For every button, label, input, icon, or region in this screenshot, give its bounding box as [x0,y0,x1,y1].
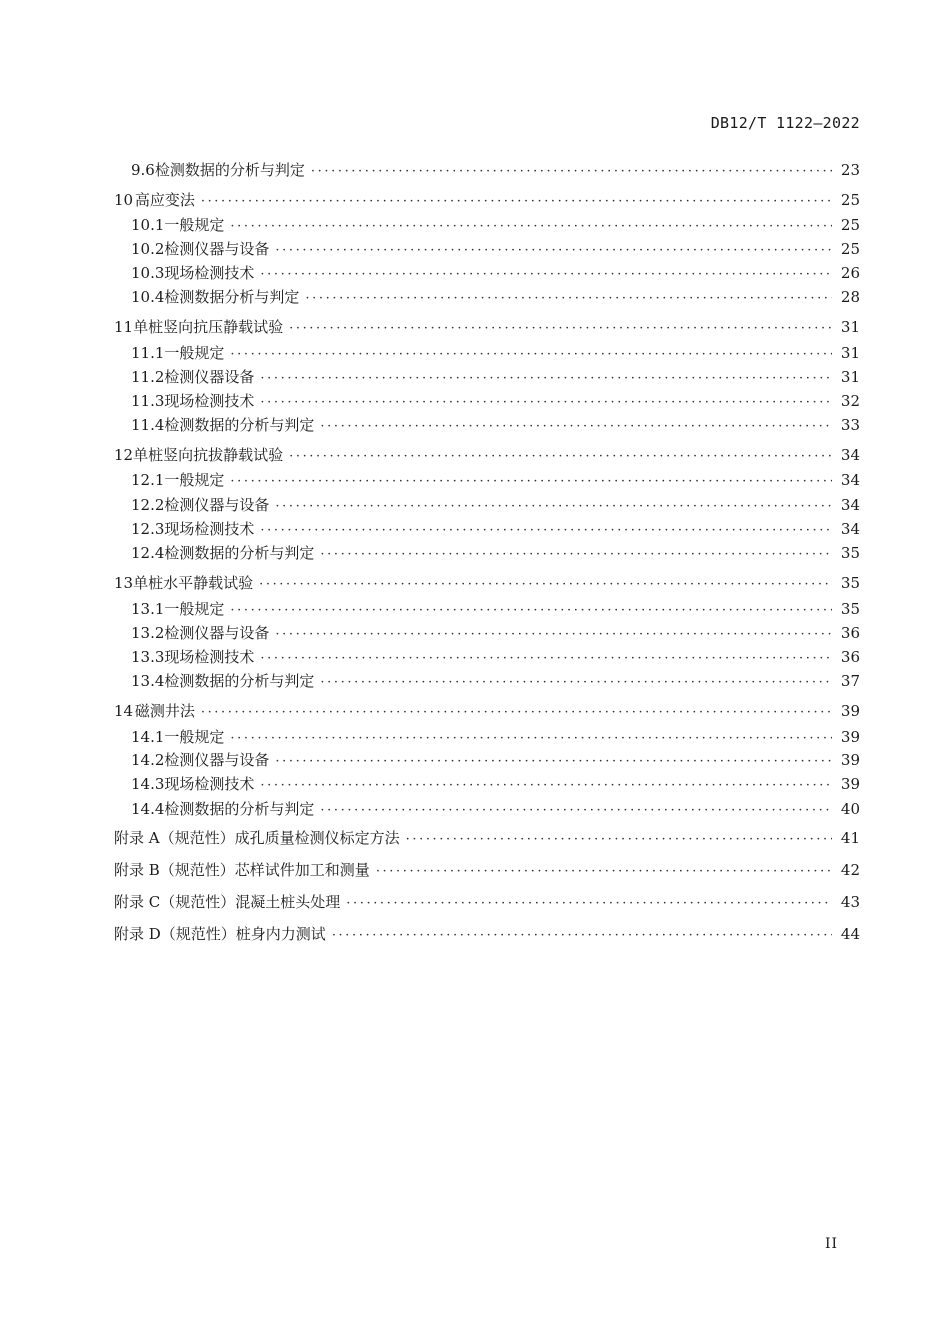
toc-dot-leader [346,892,832,916]
toc-chapter-entry[interactable] [114,315,860,339]
toc-entry-number: 10.2 [131,240,165,258]
toc-dot-leader [376,860,832,884]
toc-entry-number: 附录 A（规范性） [114,829,235,847]
toc-dot-leader [275,623,832,647]
toc-entry-title: 桩身内力测试 [235,925,326,943]
toc-entry-number: 11.1 [131,344,165,362]
toc-dot-leader [230,343,832,367]
toc-entry-title: 单桩水平静载试验 [133,574,254,592]
toc-entry-page: 33 [840,416,860,434]
toc-entry-number: 14.4 [131,800,165,818]
toc-dot-leader [320,671,832,695]
toc-dot-leader [230,470,832,494]
toc-entry-page: 34 [840,471,860,489]
toc-entry-page: 43 [840,893,860,911]
toc-section-entry[interactable] [131,725,860,749]
toc-chapter-entry[interactable] [114,188,860,212]
toc-section-entry[interactable] [131,797,860,821]
toc-entry-title: 检测数据的分析与判定 [154,161,305,179]
toc-entry-title: 检测仪器与设备 [164,751,270,769]
toc-entry-page: 31 [840,344,860,362]
toc-entry-title: 成孔质量检测仪标定方法 [234,829,400,847]
toc-section-entry[interactable] [131,621,860,645]
toc-entry-title: 检测数据的分析与判定 [164,544,315,562]
document-code: DB12/T 1122—2022 [710,114,860,132]
toc-dot-leader [275,495,832,519]
toc-entry-number: 10.4 [131,288,165,306]
toc-entry-title: 检测仪器与设备 [164,496,270,514]
toc-entry-number: 12.3 [131,520,165,538]
toc-entry-title: 单桩竖向抗压静载试验 [133,318,284,336]
toc-dot-leader [305,287,832,311]
toc-appendix-entry[interactable] [114,858,860,882]
toc-entry-page: 36 [840,648,860,666]
toc-entry-title: 检测仪器设备 [164,368,255,386]
toc-entry-page: 41 [840,829,860,847]
toc-entry-number: 13 [114,574,134,592]
toc-entry-page: 39 [840,775,860,793]
toc-entry-title: 检测数据的分析与判定 [164,800,315,818]
toc-entry-page: 39 [840,751,860,769]
toc-dot-leader [260,519,832,543]
toc-entry-title: 一般规定 [164,728,225,746]
toc-entry-page: 36 [840,624,860,642]
toc-section-entry[interactable] [131,541,860,565]
toc-entry-page: 40 [840,800,860,818]
toc-entry-page: 31 [840,318,860,336]
toc-entry-page: 32 [840,392,860,410]
toc-entry-title: 一般规定 [164,216,225,234]
toc-entry-number: 10.3 [131,264,165,282]
toc-section-entry[interactable] [131,772,860,796]
page-number: II [824,1236,838,1252]
toc-entry-number: 10.1 [131,216,165,234]
toc-entry-page: 39 [840,702,860,720]
toc-entry-title: 检测仪器与设备 [164,624,270,642]
toc-dot-leader [260,774,832,798]
toc-entry-title: 一般规定 [164,600,225,618]
toc-dot-leader [260,647,832,671]
toc-entry-number: 13.4 [131,672,165,690]
toc-entry-title: 检测仪器与设备 [164,240,270,258]
toc-entry-title: 芯样试件加工和测量 [234,861,370,879]
toc-entry-title: 现场检测技术 [164,264,255,282]
toc-entry-page: 25 [840,240,860,258]
toc-dot-leader [320,415,832,439]
toc-section-entry[interactable] [131,158,860,182]
toc-dot-leader [230,215,832,239]
toc-entry-number: 14 [114,702,134,720]
toc-entry-title: 高应变法 [134,191,195,209]
toc-entry-number: 13.2 [131,624,165,642]
toc-section-entry[interactable] [131,517,860,541]
toc-dot-leader [260,391,832,415]
toc-entry-page: 25 [840,191,860,209]
toc-entry-page: 37 [840,672,860,690]
toc-dot-leader [275,239,832,263]
toc-entry-number: 12 [114,446,134,464]
toc-entry-page: 35 [840,544,860,562]
toc-section-entry[interactable] [131,365,860,389]
toc-entry-page: 34 [840,446,860,464]
toc-appendix-entry[interactable] [114,826,860,850]
toc-entry-title: 现场检测技术 [164,392,255,410]
toc-entry-page: 34 [840,520,860,538]
toc-entry-page: 28 [840,288,860,306]
toc-entry-title: 现场检测技术 [164,775,255,793]
toc-dot-leader [406,828,832,852]
toc-entry-page: 44 [840,925,860,943]
toc-entry-title: 一般规定 [164,344,225,362]
toc-dot-leader [230,599,832,623]
toc-section-entry[interactable] [131,413,860,437]
toc-entry-number: 14.2 [131,751,165,769]
toc-dot-leader [311,160,832,184]
toc-dot-leader [201,190,832,214]
toc-entry-number: 10 [114,191,134,209]
toc-entry-title: 检测数据分析与判定 [164,288,300,306]
toc-dot-leader [259,573,832,597]
toc-dot-leader [320,543,832,567]
toc-section-entry[interactable] [131,285,860,309]
toc-dot-leader [260,367,832,391]
toc-entry-title: 磁测井法 [134,702,195,720]
toc-chapter-entry[interactable] [114,443,860,467]
toc-section-entry[interactable] [131,237,860,261]
toc-dot-leader [289,445,832,469]
toc-dot-leader [332,924,832,948]
toc-entry-page: 35 [840,574,860,592]
toc-entry-number: 14.3 [131,775,165,793]
toc-section-entry[interactable] [131,468,860,492]
toc-entry-number: 13.3 [131,648,165,666]
toc-chapter-entry[interactable] [114,571,860,595]
toc-entry-number: 附录 D（规范性） [114,925,236,943]
toc-entry-number: 11 [114,318,134,336]
toc-entry-title: 一般规定 [164,471,225,489]
toc-entry-page: 39 [840,728,860,746]
toc-section-entry[interactable] [131,389,860,413]
toc-dot-leader [260,263,832,287]
toc-entry-number: 11.4 [131,416,165,434]
toc-entry-page: 26 [840,264,860,282]
toc-section-entry[interactable] [131,748,860,772]
toc-entry-number: 12.4 [131,544,165,562]
toc-entry-number: 11.2 [131,368,165,386]
toc-entry-number: 11.3 [131,392,165,410]
toc-entry-page: 42 [840,861,860,879]
toc-chapter-entry[interactable] [114,699,860,723]
toc-entry-title: 单桩竖向抗拔静载试验 [133,446,284,464]
toc-section-entry[interactable] [131,645,860,669]
toc-dot-leader [289,317,832,341]
toc-entry-number: 9.6 [131,161,155,179]
toc-entry-page: 25 [840,216,860,234]
toc-entry-page: 35 [840,600,860,618]
toc-appendix-entry[interactable] [114,890,860,914]
toc-section-entry[interactable] [131,669,860,693]
toc-appendix-entry[interactable] [114,922,860,946]
toc-entry-number: 附录 B（规范性） [114,861,235,879]
toc-entry-number: 12.1 [131,471,165,489]
toc-entry-page: 31 [840,368,860,386]
toc-entry-number: 12.2 [131,496,165,514]
toc-entry-title: 现场检测技术 [164,648,255,666]
toc-entry-number: 13.1 [131,600,165,618]
toc-entry-number: 附录 C（规范性） [114,893,236,911]
toc-dot-leader [201,701,832,725]
toc-entry-page: 34 [840,496,860,514]
toc-section-entry[interactable] [131,213,860,237]
toc-section-entry[interactable] [131,493,860,517]
toc-entry-page: 23 [840,161,860,179]
toc-section-entry[interactable] [131,261,860,285]
toc-entry-title: 检测数据的分析与判定 [164,672,315,690]
toc-dot-leader [320,799,832,823]
toc-section-entry[interactable] [131,597,860,621]
toc-entry-title: 检测数据的分析与判定 [164,416,315,434]
toc-entry-number: 14.1 [131,728,165,746]
toc-section-entry[interactable] [131,341,860,365]
toc-entry-title: 现场检测技术 [164,520,255,538]
toc-entry-title: 混凝土桩头处理 [235,893,341,911]
toc-dot-leader [275,750,832,774]
